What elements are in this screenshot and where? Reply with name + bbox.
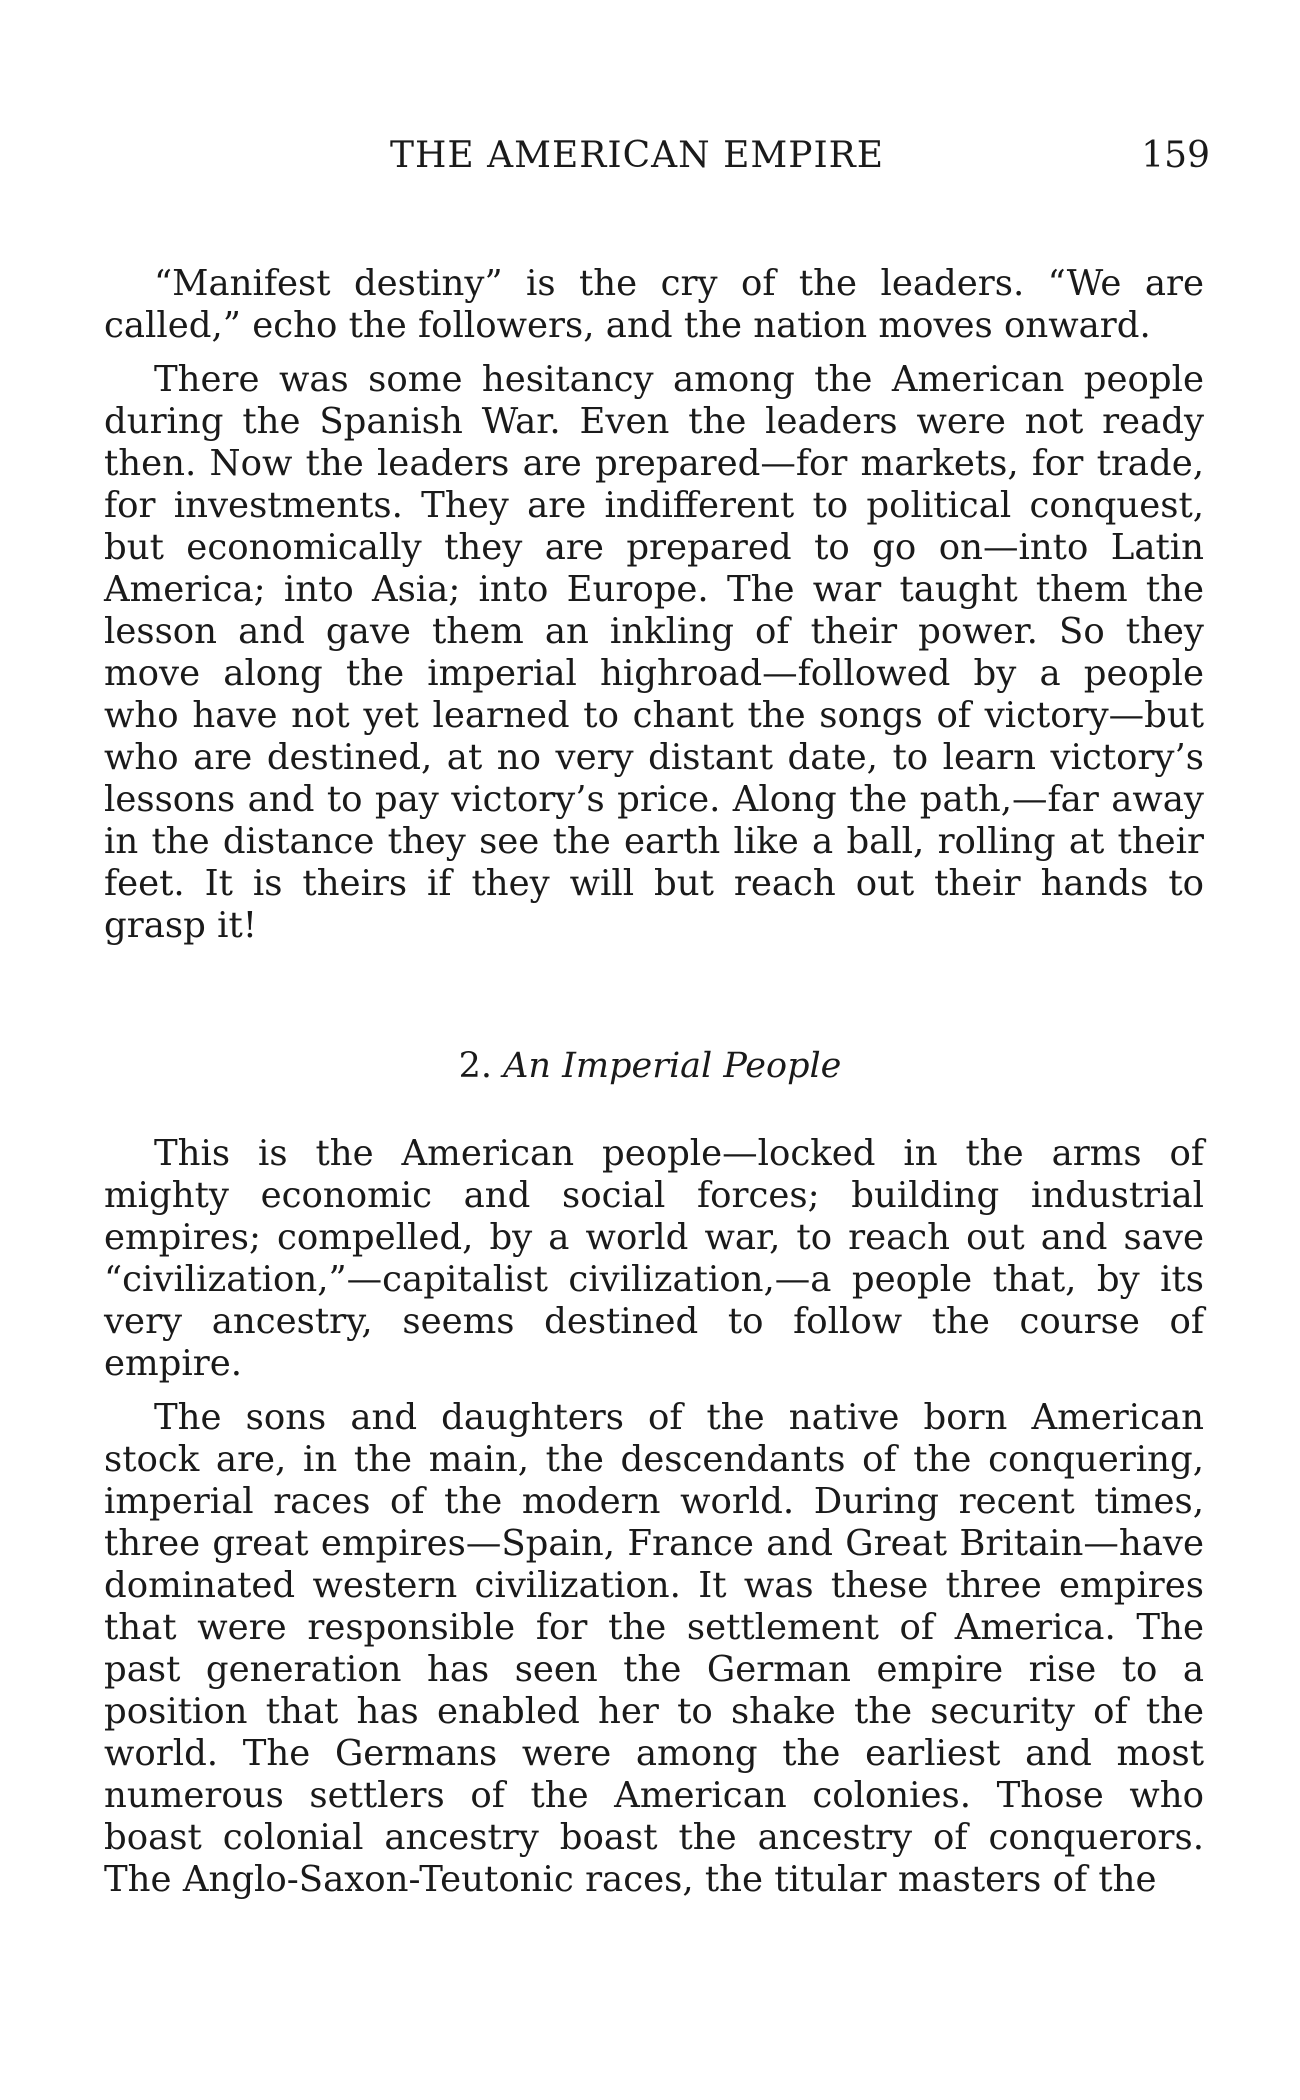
running-title: THE AMERICAN EMPIRE [390,135,885,176]
section-number: 2. [458,1046,492,1086]
text-block-after-section [104,1133,1204,1907]
section-heading [0,1045,1300,1087]
running-head [100,135,1210,185]
section-title: An Imperial People [503,1046,842,1086]
paragraph-american-people: This is the American people—locked in the arms of mighty economic and social forces; building industrial empires; compelled, by a world war, to reach out and save “civilization,”—capitalist civilization,—a people that, by its very ancestry, seems destined to follow the course of empire. [104,1133,1204,1384]
paragraph-manifest-destiny: “Manifest destiny” is the cry of the leaders. “We are called,” echo the followers, and the nation moves onward. [104,263,1204,346]
page-number: 159 [1141,135,1210,176]
text-block-before-section [104,263,1204,953]
paragraph-native-stock: The sons and daughters of the native born American stock are, in the main, the descendants of the conquering, imperial races of the modern world. During recent times, three great empires—Spain, France and Great Britain—have dominated western civilization. It was these three empires that were responsible for the settlement of America. The past generation has seen the German empire rise to a position that has enabled her to shake the security of the world. The Germans were among the earliest and most numerous settlers of the American colonies. Those who boast colonial ancestry boast the ancestry of conquerors. The Anglo-Saxon-Teutonic races, the titular masters of the [104,1397,1204,1900]
paragraph-spanish-war: There was some hesitancy among the American people during the Spanish War. Even the leaders were not ready then. Now the leaders are prepared—for markets, for trade, for investments. They are indifferent to political conquest, but economically they are prepared to go on—into Latin America; into Asia; into Europe. The war taught them the lesson and gave them an inkling of their power. So they move along the imperial highroad—followed by a people who have not yet learned to chant the songs of victory—but who are destined, at no very distant date, to learn victory’s lessons and to pay victory’s price. Along the path,—far away in the distance they see the earth like a ball, rolling at their feet. It is theirs if they will but reach out their hands to grasp it! [104,359,1204,946]
